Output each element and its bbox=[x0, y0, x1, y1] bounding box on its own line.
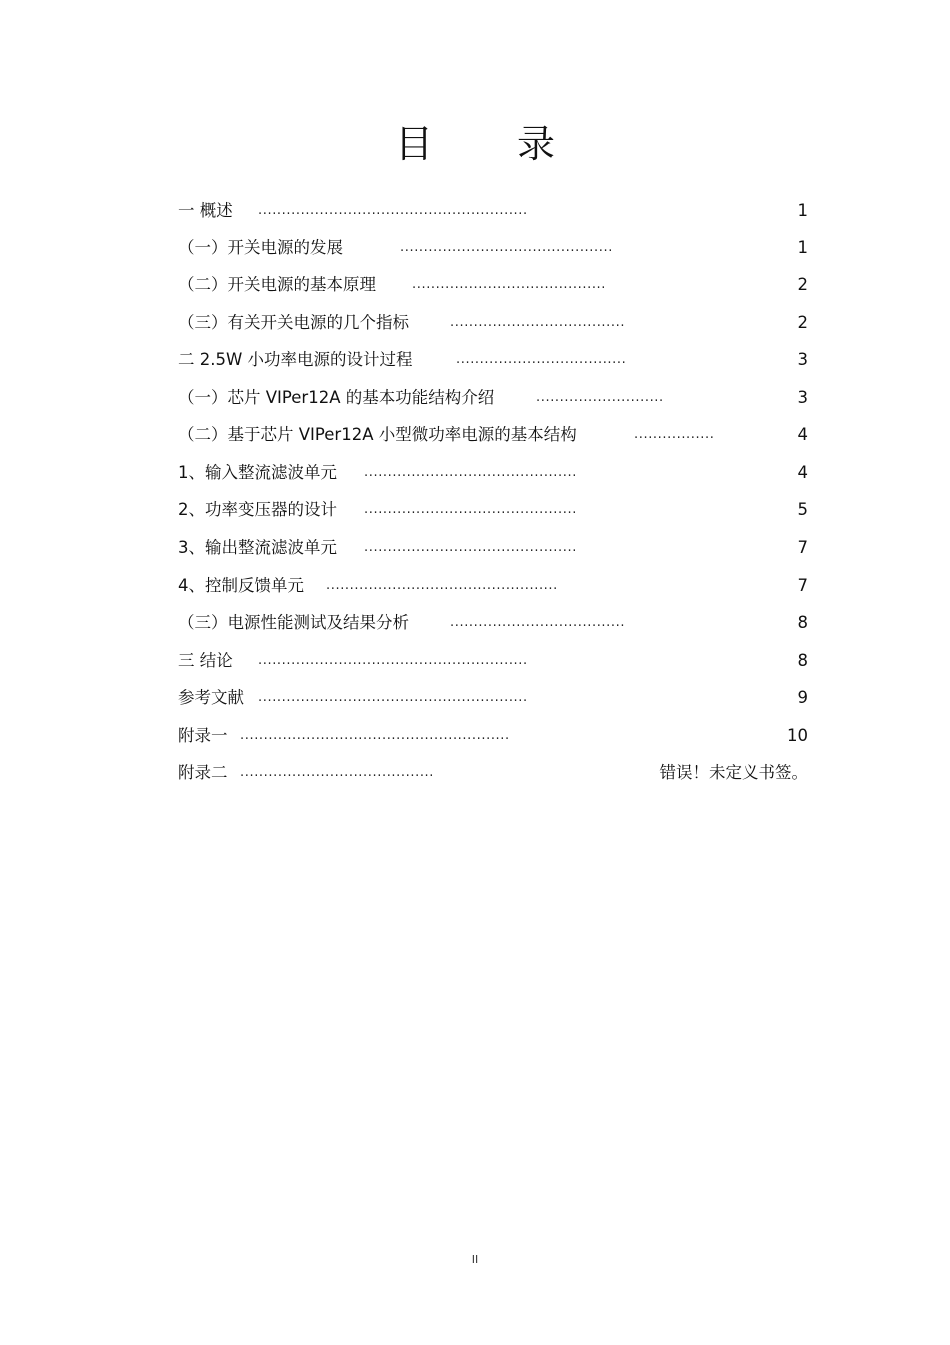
toc-leader-dots: ......................................................... bbox=[258, 653, 528, 668]
toc-leader-dots: ......................................... bbox=[240, 765, 435, 780]
toc-entry-2-1[interactable] bbox=[178, 385, 808, 411]
toc-entry-label: 2、功率变压器的设计 bbox=[178, 500, 337, 519]
toc-page-number: 5 bbox=[797, 500, 808, 519]
toc-page-number: 8 bbox=[797, 651, 808, 670]
toc-entry-label: 三 结论 bbox=[178, 651, 233, 670]
toc-page-number: 3 bbox=[797, 350, 808, 369]
toc-entry-label: 一 概述 bbox=[178, 201, 233, 220]
toc-entry-appendix-1[interactable] bbox=[178, 723, 808, 749]
toc-page-number: 1 bbox=[797, 238, 808, 257]
toc-entry-1-2[interactable] bbox=[178, 272, 808, 298]
toc-entry-2-2[interactable] bbox=[178, 422, 808, 448]
toc-entry-label: 1、输入整流滤波单元 bbox=[178, 463, 337, 482]
toc-leader-dots: ..................................... bbox=[450, 615, 626, 630]
toc-entry-label: （二）开关电源的基本原理 bbox=[178, 275, 376, 294]
toc-entry-output-filter[interactable] bbox=[178, 535, 808, 561]
toc-page-number: 错误！未定义书签。 bbox=[659, 763, 808, 782]
page-footer-number: II bbox=[471, 1253, 479, 1266]
toc-entry-label: （三）电源性能测试及结果分析 bbox=[178, 613, 409, 632]
toc-leader-dots: ......................................................... bbox=[258, 690, 528, 705]
toc-page-number: 2 bbox=[797, 313, 808, 332]
page-title: 目 录 bbox=[394, 122, 592, 166]
toc-leader-dots: ............................................. bbox=[400, 240, 613, 255]
toc-page-number: 2 bbox=[797, 275, 808, 294]
toc-entry-appendix-2[interactable] bbox=[178, 760, 808, 786]
toc-page-number: 7 bbox=[797, 576, 808, 595]
toc-entry-overview[interactable] bbox=[178, 198, 808, 224]
toc-page-number: 4 bbox=[797, 463, 808, 482]
toc-leader-dots: ................. bbox=[634, 427, 715, 442]
toc-entry-1-3[interactable] bbox=[178, 310, 808, 336]
toc-leader-dots: ............................................. bbox=[364, 465, 577, 480]
toc-entry-references[interactable] bbox=[178, 685, 808, 711]
toc-page-number: 9 bbox=[797, 688, 808, 707]
toc-entry-feedback[interactable] bbox=[178, 573, 808, 599]
toc-entry-label: 附录二 bbox=[178, 763, 228, 782]
toc-entry-2-3[interactable] bbox=[178, 610, 808, 636]
toc-page-number: 4 bbox=[797, 425, 808, 444]
toc-entry-label: 3、输出整流滤波单元 bbox=[178, 538, 337, 557]
toc-leader-dots: ..................................... bbox=[450, 315, 626, 330]
toc-entry-design-process[interactable] bbox=[178, 347, 808, 373]
toc-entry-input-filter[interactable] bbox=[178, 460, 808, 486]
toc-leader-dots: ......................................... bbox=[412, 277, 607, 292]
toc-entry-label: 附录一 bbox=[178, 726, 228, 745]
toc-leader-dots: ............................................. bbox=[364, 502, 577, 517]
toc-page-number: 10 bbox=[787, 726, 808, 745]
toc-entry-label: （一）芯片 VIPer12A 的基本功能结构介绍 bbox=[178, 388, 495, 407]
toc-entry-label: 二 2.5W 小功率电源的设计过程 bbox=[178, 350, 413, 369]
toc-entry-label: 4、控制反馈单元 bbox=[178, 576, 304, 595]
toc-entry-label: 参考文献 bbox=[178, 688, 244, 707]
toc-leader-dots: ............................................. bbox=[364, 540, 577, 555]
toc-page-number: 3 bbox=[797, 388, 808, 407]
toc-entry-1-1[interactable] bbox=[178, 235, 808, 261]
toc-page-number: 1 bbox=[797, 201, 808, 220]
toc-leader-dots: ................................................. bbox=[326, 578, 558, 593]
toc-page-number: 8 bbox=[797, 613, 808, 632]
toc-leader-dots: .................................... bbox=[456, 352, 627, 367]
toc-page-number: 7 bbox=[797, 538, 808, 557]
toc-leader-dots: ......................................................... bbox=[240, 728, 510, 743]
toc-entry-label: （一）开关电源的发展 bbox=[178, 238, 343, 257]
toc-entry-conclusion[interactable] bbox=[178, 648, 808, 674]
toc-leader-dots: ......................................................... bbox=[258, 203, 528, 218]
toc-entry-transformer[interactable] bbox=[178, 497, 808, 523]
toc-entry-label: （三）有关开关电源的几个指标 bbox=[178, 313, 409, 332]
toc-entry-label: （二）基于芯片 VIPer12A 小型微功率电源的基本结构 bbox=[178, 425, 577, 444]
toc-leader-dots: ........................... bbox=[536, 390, 664, 405]
